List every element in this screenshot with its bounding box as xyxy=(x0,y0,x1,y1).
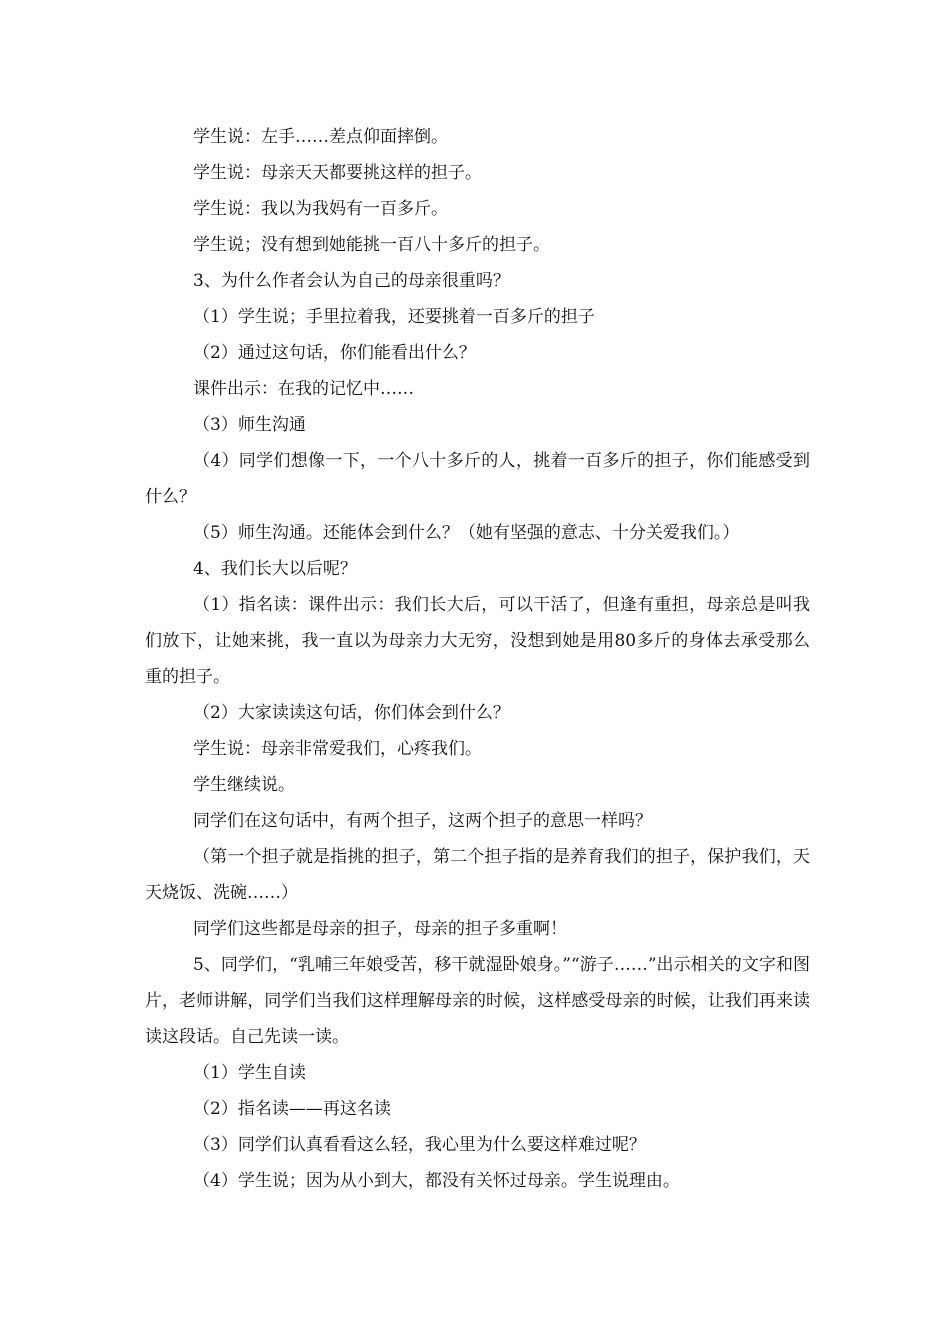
paragraph: （3）师生沟通 xyxy=(193,415,306,435)
paragraph: （1）学生自读 xyxy=(193,1063,306,1083)
paragraph: 课件出示：在我的记忆中…… xyxy=(193,379,414,399)
paragraph: 学生继续说。 xyxy=(193,775,295,795)
paragraph: 学生说：母亲非常爱我们，心疼我们。 xyxy=(193,739,482,759)
paragraph: （4）同学们想像一下，一个八十多斤的人，挑着一百多斤的担子，你们能感受到什么？ xyxy=(145,451,810,507)
section-heading: 4、我们长大以后呢？ xyxy=(193,559,357,579)
paragraph: （2）指名读——再这名读 xyxy=(193,1099,391,1119)
paragraph: （第一个担子就是指挑的担子，第二个担子指的是养育我们的担子，保护我们，天天烧饭、洗碗……） xyxy=(145,847,810,903)
document-body xyxy=(145,119,810,1199)
paragraph: （2）大家读读这句话，你们体会到什么？ xyxy=(193,703,510,723)
paragraph: （1）学生说；手里拉着我，还要挑着一百多斤的担子 xyxy=(193,307,595,327)
paragraph: 学生说：母亲天天都要挑这样的担子。 xyxy=(193,163,482,183)
paragraph: 学生说；没有想到她能挑一百八十多斤的担子。 xyxy=(193,235,550,255)
paragraph: （5）师生沟通。还能体会到什么？（她有坚强的意志、十分关爱我们。） xyxy=(193,523,740,543)
paragraph: （1）指名读：课件出示：我们长大后，可以干活了，但逢有重担，母亲总是叫我们放下，让她来挑，我一直以为母亲力大无穷，没想到她是用80多斤的身体去承受那么重的担子。 xyxy=(145,595,810,687)
paragraph: 学生说：左手……差点仰面摔倒。 xyxy=(193,127,448,147)
paragraph: （2）通过这句话，你们能看出什么？ xyxy=(193,343,476,363)
paragraph: （4）学生说；因为从小到大，都没有关怀过母亲。学生说理由。 xyxy=(193,1171,680,1191)
paragraph: 同学们在这句话中，有两个担子，这两个担子的意思一样吗？ xyxy=(193,811,652,831)
paragraph: （3）同学们认真看看这么轻，我心里为什么要这样难过呢？ xyxy=(193,1135,646,1155)
section-heading: 3、为什么作者会认为自己的母亲很重吗？ xyxy=(193,271,510,291)
section-heading: 5、同学们，“乳哺三年娘受苦，移干就湿卧娘身。”“游子……”出示相关的文字和图片，老师讲解，同学们当我们这样理解母亲的时候，这样感受母亲的时候，让我们再来读读这段话。自己先读一读。 xyxy=(145,955,810,1047)
paragraph: 同学们这些都是母亲的担子，母亲的担子多重啊！ xyxy=(193,919,567,939)
paragraph: 学生说：我以为我妈有一百多斤。 xyxy=(193,199,448,219)
